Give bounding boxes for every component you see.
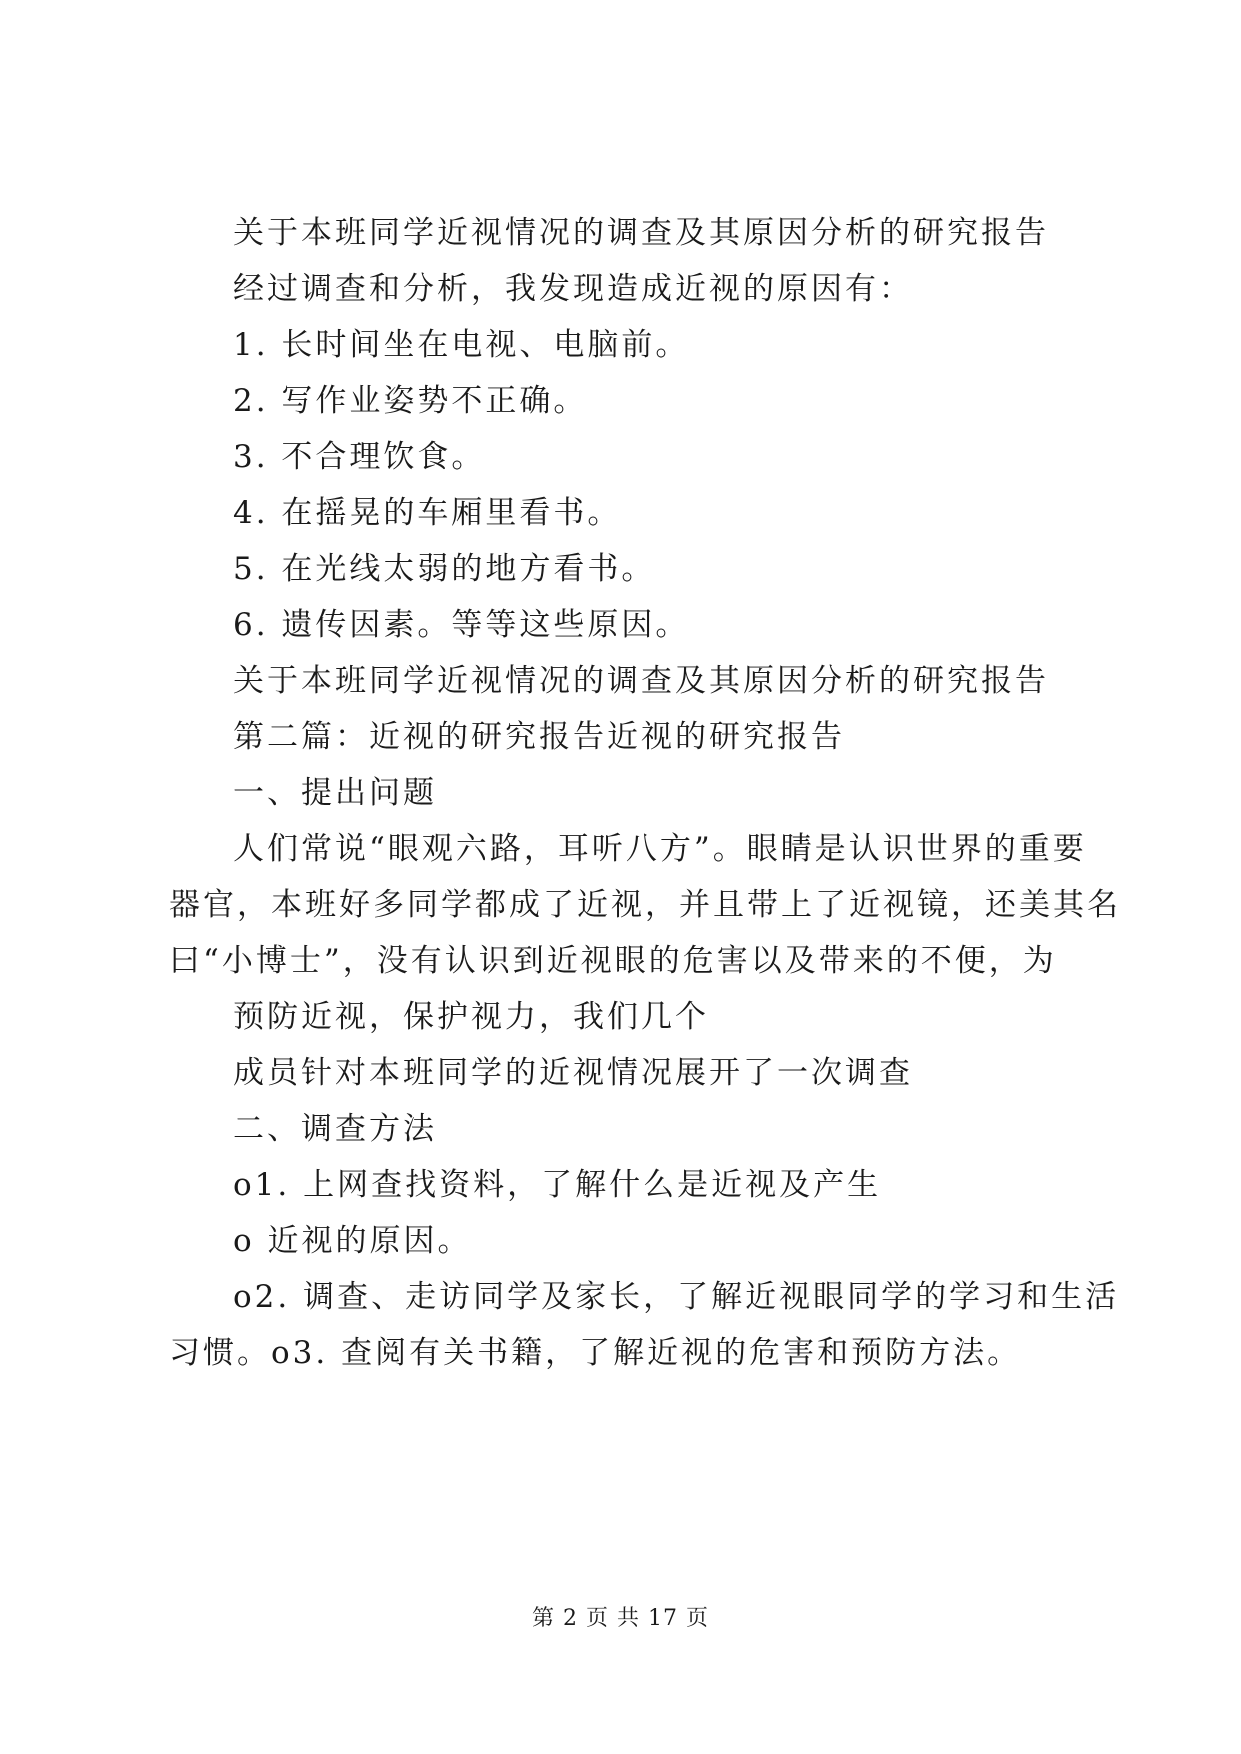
list-item-4: 4. 在摇晃的车厢里看书。 bbox=[233, 495, 622, 531]
paragraph-line-5: 成员针对本班同学的近视情况展开了一次调查 bbox=[233, 1055, 913, 1091]
subheading-1: 一、提出问题 bbox=[233, 775, 437, 811]
body-line-9: 关于本班同学近视情况的调查及其原因分析的研究报告 bbox=[233, 663, 1049, 699]
list-item-2: 2. 写作业姿势不正确。 bbox=[233, 383, 588, 419]
method-line-3: o2. 调查、走访同学及家长，了解近视眼同学的学习和生活 bbox=[233, 1279, 1120, 1315]
paragraph-line-1: 人们常说“眼观六路，耳听八方”。眼睛是认识世界的重要 bbox=[233, 831, 1087, 867]
body-line-1: 关于本班同学近视情况的调查及其原因分析的研究报告 bbox=[233, 215, 1049, 251]
paragraph-line-3: 曰“小博士”，没有认识到近视眼的危害以及带来的不便，为 bbox=[169, 943, 1057, 979]
subheading-2: 二、调查方法 bbox=[233, 1111, 437, 1147]
list-item-5: 5. 在光线太弱的地方看书。 bbox=[233, 551, 656, 587]
method-line-2: o 近视的原因。 bbox=[233, 1223, 472, 1259]
page-footer: 第 2 页 共 17 页 bbox=[532, 1606, 709, 1631]
list-item-6: 6. 遗传因素。等等这些原因。 bbox=[233, 607, 690, 643]
method-line-1: o1. 上网查找资料，了解什么是近视及产生 bbox=[233, 1167, 882, 1203]
paragraph-line-4: 预防近视，保护视力，我们几个 bbox=[233, 999, 709, 1035]
method-line-4: 习惯。o3. 查阅有关书籍，了解近视的危害和预防方法。 bbox=[169, 1335, 1022, 1371]
list-item-3: 3. 不合理饮食。 bbox=[233, 439, 486, 475]
body-line-2: 经过调查和分析，我发现造成近视的原因有： bbox=[233, 271, 913, 307]
list-item-1: 1. 长时间坐在电视、电脑前。 bbox=[233, 327, 690, 363]
section-heading: 第二篇：近视的研究报告近视的研究报告 bbox=[233, 719, 845, 755]
paragraph-line-2: 器官，本班好多同学都成了近视，并且带上了近视镜，还美其名 bbox=[169, 887, 1121, 923]
